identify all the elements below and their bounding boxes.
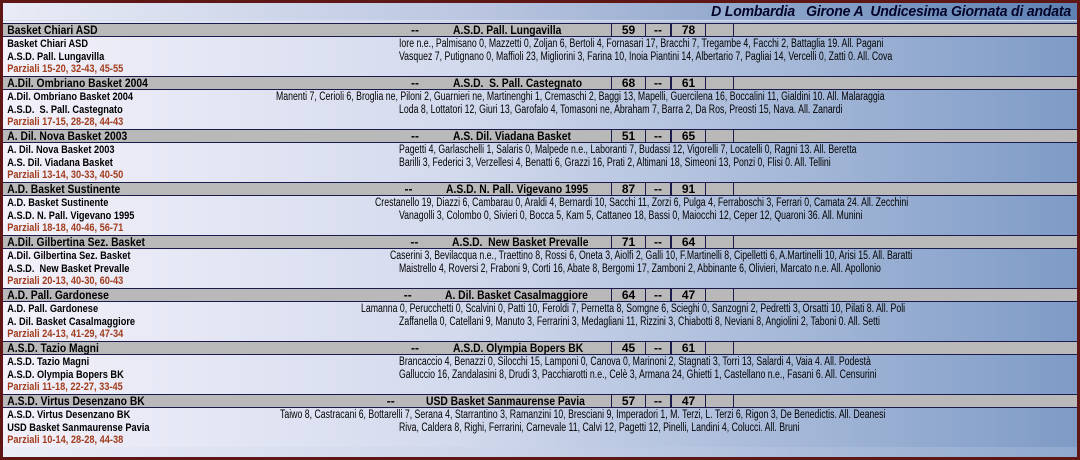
parziali-row — [3, 222, 1077, 235]
score-stub-cell — [705, 77, 734, 89]
away-score: 47 — [671, 289, 706, 301]
matchup-separator: -- — [411, 24, 419, 36]
header-filler — [734, 183, 1077, 195]
score-separator: -- — [645, 183, 671, 195]
home-team-name: A.Dil. Gilbertina Sez. Basket — [7, 236, 145, 248]
home-scorers-row — [3, 144, 1077, 157]
away-team-name: A.S.D. Pall. Lungavilla — [453, 24, 562, 36]
away-scorers-row — [3, 51, 1077, 64]
game-detail — [3, 249, 1077, 288]
home-team-label: A.D. Basket Sustinente — [7, 197, 109, 210]
away-scorers-row — [3, 210, 1077, 223]
home-team-label: A.D. Pall. Gardonese — [7, 303, 99, 316]
home-scorers-text: Iore n.e., Palmisano 0, Mazzetti 0, Zoljan 6, Bertoli 4, Fornasari 17, Bracchi 7, Tregambe 4, Facchi 2, Battaglia 19. All. Pagani — [399, 38, 884, 51]
game-header-row — [3, 288, 1077, 302]
away-scorers-text: Maistrello 4, Roversi 2, Fraboni 9, Corti 16, Abate 8, Bergomi 17, Zamboni 2, Abbinante 6, Olivieri, Marcato n.e. All. Apollonio — [399, 262, 881, 275]
matchup-separator: -- — [386, 395, 395, 407]
matchup-names — [3, 24, 611, 36]
game-detail — [3, 355, 1077, 394]
away-team-label: A.S. Dil. Viadana Basket — [7, 156, 113, 169]
away-team-name: A.S.D. S. Pall. Castegnato — [453, 77, 583, 89]
parziali-row — [3, 169, 1077, 182]
away-score: 78 — [671, 24, 706, 36]
parziali-text: Parziali 18-18, 40-46, 56-71 — [7, 222, 124, 235]
title-bar — [3, 3, 1077, 21]
home-score: 71 — [611, 236, 646, 248]
matchup-separator: -- — [410, 236, 419, 248]
header-filler — [734, 289, 1077, 301]
game-header-row — [3, 23, 1077, 37]
away-score: 64 — [671, 236, 706, 248]
parziali-text: Parziali 17-15, 28-28, 44-43 — [7, 116, 124, 129]
score-stub-cell — [705, 24, 734, 36]
game-block — [3, 341, 1077, 394]
home-team-label: A.Dil. Ombriano Basket 2004 — [7, 91, 134, 104]
parziali-text: Parziali 20-13, 40-30, 60-43 — [7, 275, 124, 288]
score-stub-cell — [705, 130, 734, 142]
parziali-text: Parziali 10-14, 28-28, 44-38 — [7, 434, 124, 447]
home-scorers-row — [3, 250, 1077, 263]
games-list — [3, 23, 1077, 447]
header-filler — [734, 24, 1077, 36]
parziali-text: Parziali 15-20, 32-43, 45-55 — [7, 63, 124, 76]
score-separator: -- — [645, 342, 671, 354]
game-block — [3, 235, 1077, 288]
game-detail — [3, 196, 1077, 235]
game-header-row — [3, 341, 1077, 355]
away-team-name: A.S. Dil. Viadana Basket — [453, 130, 571, 142]
matchup-names — [3, 77, 611, 89]
away-team-label: A.S.D. Olympia Bopers BK — [7, 368, 124, 381]
away-scorers-text: Loda 8, Lottatori 12, Giuri 13, Garofalo 4, Tomasoni ne, Abraham 7, Barra 2, Da Ros, Preosti 15, Nava. All. Zanardi — [399, 103, 843, 116]
parziali-row — [3, 328, 1077, 341]
away-score: 47 — [671, 395, 706, 407]
header-filler — [734, 342, 1077, 354]
parziali-row — [3, 63, 1077, 76]
away-scorers-text: Zaffanella 0, Catellani 9, Manuto 3, Ferrarini 3, Medagliani 11, Rizzini 3, Chiabotti 8, Neviani 8, Angiolini 2, Taboni 0. All. Setti — [399, 315, 880, 328]
away-team-name: A.S.D. Olympia Bopers BK — [453, 342, 584, 354]
parziali-row — [3, 116, 1077, 129]
away-score: 65 — [671, 130, 706, 142]
away-scorers-text: Barilli 3, Federici 3, Verzellesi 4, Benatti 6, Grazzi 16, Prati 2, Altimani 18, Simeoni 13, Ponzi 0, Flisi 0. All. Tellini — [399, 156, 831, 169]
away-scorers-text: Vanagolli 3, Colombo 0, Sivieri 0, Bocca 5, Kam 5, Cattaneo 18, Bassi 0, Maiocchi 12, Ceper 12, Quaroni 36. All. Munini — [399, 209, 863, 222]
score-separator: -- — [645, 24, 671, 36]
results-sheet — [3, 3, 1077, 457]
header-filler — [734, 236, 1077, 248]
home-scorers-row — [3, 356, 1077, 369]
away-team-name: USD Basket Sanmaurense Pavia — [426, 395, 586, 407]
home-team-label: A.S.D. Virtus Desenzano BK — [7, 409, 131, 422]
matchup-names — [3, 395, 611, 407]
home-scorers-text: Lamanna 0, Perucchetti 0, Scalvini 0, Patti 10, Feroldi 7, Pernetta 8, Somgne 6, Scieghi 0, Sanzogni 2, Pedretti 3, Orsatti 10, Pilati 8. All. Poli — [361, 303, 906, 316]
away-scorers-row — [3, 104, 1077, 117]
game-header-row — [3, 129, 1077, 143]
parziali-row — [3, 381, 1077, 394]
matchup-names — [3, 342, 611, 354]
home-scorers-text: Crestanello 19, Diazzi 6, Cambarau 0, Araldi 4, Bernardi 10, Sacchi 11, Zorzi 6, Pulga 4, Ferraboschi 3, Ferrari 0, Camata 24. All. Zecchini — [375, 197, 909, 210]
home-score: 51 — [611, 130, 646, 142]
home-scorers-text: Taiwo 8, Castracani 6, Bottarelli 7, Serana 4, Starrantino 3, Ramanzini 10, Bresciani 9, Imperadori 1, M. Terzi, L. Terzi 6, Rigon 3, De Benedictis. All. Deanesi — [280, 409, 886, 422]
away-scorers-row — [3, 316, 1077, 329]
matchup-names — [3, 183, 611, 195]
home-team-label: A.S.D. Tazio Magni — [7, 356, 90, 369]
home-scorers-row — [3, 197, 1077, 210]
home-team-name: A. Dil. Nova Basket 2003 — [7, 130, 128, 142]
away-scorers-row — [3, 369, 1077, 382]
away-score: 61 — [671, 342, 706, 354]
parziali-row — [3, 434, 1077, 447]
game-detail — [3, 302, 1077, 341]
game-block — [3, 182, 1077, 235]
home-score: 45 — [611, 342, 646, 354]
game-header-row — [3, 235, 1077, 249]
home-team-name: A.Dil. Ombriano Basket 2004 — [7, 77, 148, 89]
home-score: 87 — [611, 183, 646, 195]
game-header-row — [3, 394, 1077, 408]
away-team-label: A.S.D. New Basket Prevalle — [7, 262, 130, 275]
home-team-name: A.S.D. Virtus Desenzano BK — [7, 395, 145, 407]
score-stub-cell — [705, 395, 734, 407]
home-score: 64 — [611, 289, 646, 301]
away-team-name: A.S.D. N. Pall. Vigevano 1995 — [445, 183, 588, 195]
away-team-name: A.S.D. New Basket Prevalle — [452, 236, 589, 248]
matchup-separator: -- — [404, 183, 413, 195]
matchup-names — [3, 130, 611, 142]
score-separator: -- — [645, 130, 671, 142]
game-detail — [3, 408, 1077, 447]
parziali-text: Parziali 11-18, 22-27, 33-45 — [7, 381, 123, 394]
matchup-separator: -- — [403, 289, 412, 301]
score-stub-cell — [705, 236, 734, 248]
matchup-names — [3, 236, 611, 248]
home-scorers-text: Caserini 3, Bevilacqua n.e., Traettino 8, Rossi 6, Oneta 3, Aiolfi 2, Galli 10, F.Martinelli 8, Cipelletti 6, A.Martinelli 10, Arisi 15. All. Baratti — [389, 250, 913, 263]
home-scorers-row — [3, 303, 1077, 316]
game-block — [3, 394, 1077, 447]
game-block — [3, 76, 1077, 129]
matchup-separator: -- — [411, 77, 419, 89]
home-scorers-text: Brancaccio 4, Benazzi 0, Silocchi 15, Lamponi 0, Canova 0, Marinoni 2, Stagnati 3, Torri 13, Salardi 4, Vaia 4. All. Podestà — [399, 356, 871, 369]
score-separator: -- — [645, 236, 671, 248]
game-block — [3, 23, 1077, 76]
matchup-names — [3, 289, 611, 301]
score-separator: -- — [645, 77, 671, 89]
score-stub-cell — [705, 289, 734, 301]
game-block — [3, 129, 1077, 182]
away-team-label: A.S.D. N. Pall. Vigevano 1995 — [7, 209, 135, 222]
home-scorers-row — [3, 38, 1077, 51]
score-stub-cell — [705, 342, 734, 354]
away-team-label: A.S.D. S. Pall. Castegnato — [7, 103, 123, 116]
away-team-label: A.S.D. Pall. Lungavilla — [7, 50, 105, 63]
home-score: 57 — [611, 395, 646, 407]
header-filler — [734, 395, 1077, 407]
home-team-label: A.Dil. Gilbertina Sez. Basket — [7, 250, 131, 263]
matchup-separator: -- — [411, 342, 419, 354]
away-scorers-row — [3, 157, 1077, 170]
game-block — [3, 288, 1077, 341]
home-team-label: A. Dil. Nova Basket 2003 — [7, 144, 115, 157]
home-team-label: Basket Chiari ASD — [7, 38, 88, 51]
away-scorers-row — [3, 263, 1077, 276]
home-scorers-text: Manenti 7, Cerioli 6, Broglia ne, Piloni 2, Guarnieri ne, Martinenghi 1, Cremaschi 2, Baggi 13, Mapelli, Guercilena 16, Boccalini 11, Gialdini 10. All. Malaraggia — [276, 91, 885, 104]
parziali-row — [3, 275, 1077, 288]
matchup-separator: -- — [411, 130, 419, 142]
score-separator: -- — [645, 395, 671, 407]
home-team-name: Basket Chiari ASD — [7, 24, 98, 36]
page-title: D Lombardia Girone A Undicesima Giornata di andata — [711, 3, 1071, 20]
away-team-label: USD Basket Sanmaurense Pavia — [7, 421, 150, 434]
game-header-row — [3, 182, 1077, 196]
away-team-label: A. Dil. Basket Casalmaggiore — [7, 315, 136, 328]
home-team-name: A.S.D. Tazio Magni — [7, 342, 99, 354]
score-separator: -- — [645, 289, 671, 301]
away-scorers-text: Vasquez 7, Putignano 0, Maffioli 23, Migliorini 3, Farina 10, Inoia Piantini 14, Albertario 7, Pagliai 14, Vercelli 0, Zatti 0. All. Cova — [399, 50, 893, 63]
game-detail — [3, 90, 1077, 129]
game-header-row — [3, 76, 1077, 90]
away-scorers-text: Galluccio 16, Zandalasini 8, Drudi 3, Pacchiarotti n.e., Celè 3, Armana 24, Ghietti 1, Castellano n.e., Fasani 6. All. Censurini — [399, 368, 877, 381]
home-scorers-row — [3, 91, 1077, 104]
home-score: 68 — [611, 77, 646, 89]
away-score: 91 — [671, 183, 706, 195]
parziali-text: Parziali 13-14, 30-33, 40-50 — [7, 169, 124, 182]
away-scorers-text: Riva, Caldera 8, Righi, Ferrarini, Carnevale 11, Calvi 12, Pagetti 12, Pinelli, Landini 4, Colucci. All. Bruni — [399, 421, 800, 434]
home-scorers-text: Pagetti 4, Garlaschelli 1, Salaris 0, Malpede n.e., Laboranti 7, Budassi 12, Vigorelli 7, Locatelli 0, Ragni 13. All. Beretta — [399, 144, 857, 157]
away-team-name: A. Dil. Basket Casalmaggiore — [444, 289, 588, 301]
home-team-name: A.D. Pall. Gardonese — [7, 289, 109, 301]
home-team-name: A.D. Basket Sustinente — [7, 183, 121, 195]
score-stub-cell — [705, 183, 734, 195]
home-score: 59 — [611, 24, 646, 36]
away-scorers-row — [3, 422, 1077, 435]
header-filler — [734, 77, 1077, 89]
home-scorers-row — [3, 409, 1077, 422]
parziali-text: Parziali 24-13, 41-29, 47-34 — [7, 328, 124, 341]
away-score: 61 — [671, 77, 706, 89]
game-detail — [3, 37, 1077, 76]
game-detail — [3, 143, 1077, 182]
header-filler — [734, 130, 1077, 142]
